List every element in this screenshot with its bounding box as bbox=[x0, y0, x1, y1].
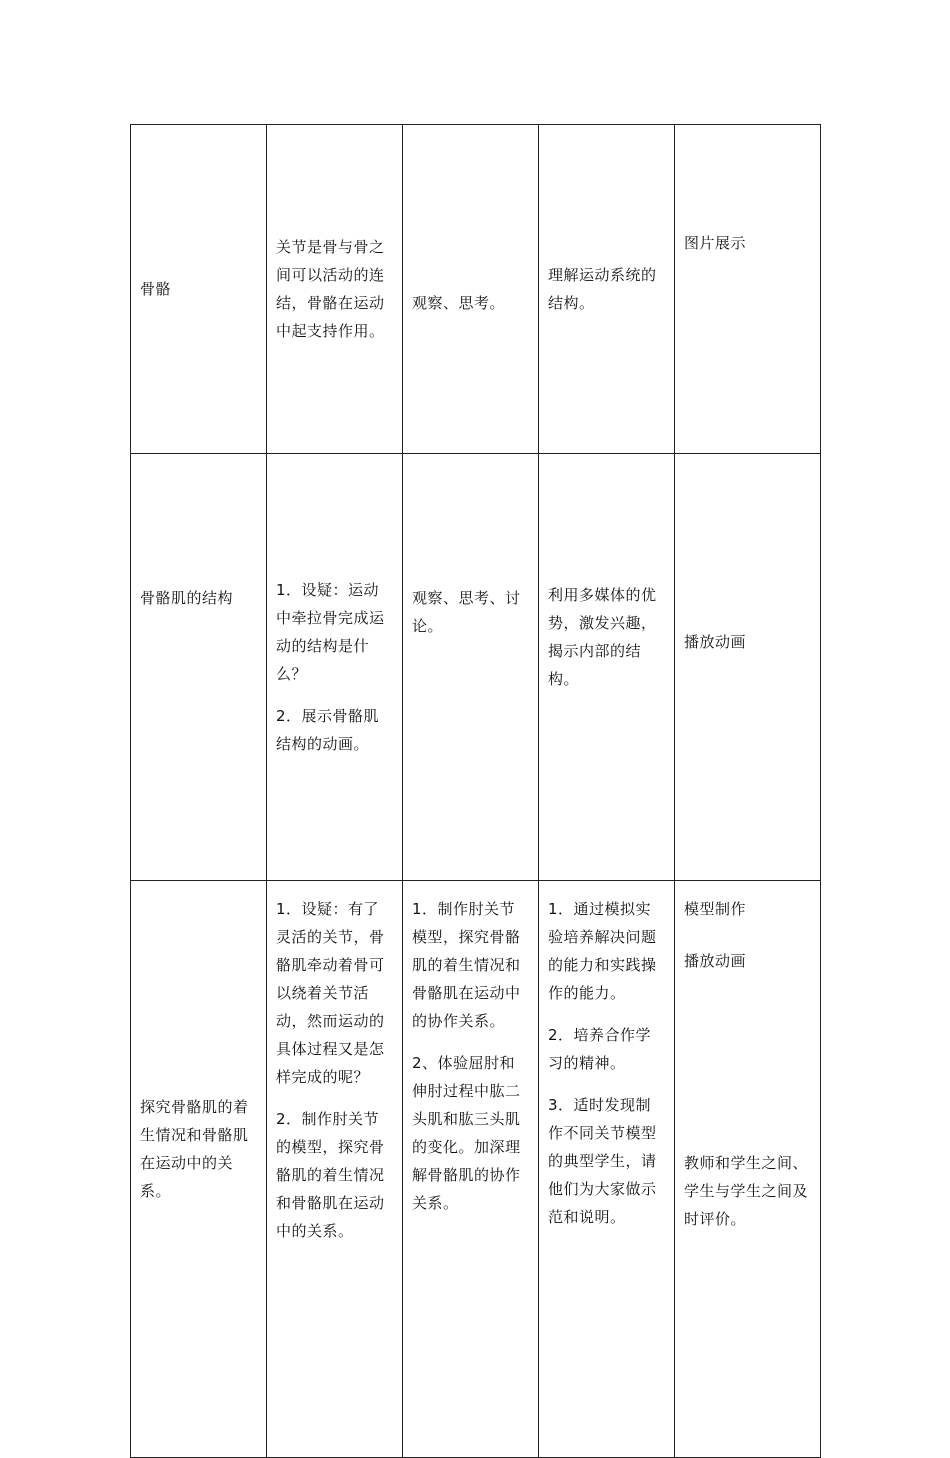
topic-text: 探究骨骼肌的着生情况和骨骼肌在运动中的关系。 bbox=[140, 1098, 249, 1200]
teacher-activity-text: 2．制作肘关节的模型，探究骨骼肌的着生情况和骨骼肌在运动中的关系。 bbox=[276, 1110, 385, 1240]
design-intent-text: 2．培养合作学习的精神。 bbox=[548, 1026, 652, 1072]
teacher-activity-text: 2．展示骨骼肌结构的动画。 bbox=[276, 707, 380, 753]
student-activity-text: 观察、思考。 bbox=[412, 294, 506, 312]
table-row bbox=[131, 125, 821, 454]
lesson-plan-table bbox=[130, 124, 821, 1458]
media-text: 播放动画 bbox=[684, 952, 747, 970]
teacher-activity-cell bbox=[267, 125, 403, 454]
topic-cell bbox=[131, 125, 267, 454]
student-activity-cell bbox=[403, 454, 539, 881]
student-activity-cell bbox=[403, 125, 539, 454]
student-activity-text: 2、体验屈肘和伸肘过程中肱二头肌和肱三头肌的变化。加深理解骨骼肌的协作关系。 bbox=[412, 1054, 521, 1212]
teacher-activity-text: 1．设疑：有了灵活的关节，骨骼肌牵动着骨可以绕着关节活动，然而运动的具体过程又是怎样完成的呢？ bbox=[276, 900, 385, 1086]
teacher-activity-text: 关节是骨与骨之间可以活动的连结，骨骼在运动中起支持作用。 bbox=[276, 238, 385, 340]
design-intent-cell bbox=[539, 125, 675, 454]
design-intent-text: 3．适时发现制作不同关节模型的典型学生，请他们为大家做示范和说明。 bbox=[548, 1096, 657, 1226]
student-activity-text: 观察、思考、讨论。 bbox=[412, 589, 521, 635]
media-text: 教师和学生之间、学生与学生之间及时评价。 bbox=[684, 1154, 809, 1228]
media-text: 模型制作 bbox=[684, 900, 747, 918]
design-intent-text: 1．通过模拟实验培养解决问题的能力和实践操作的能力。 bbox=[548, 900, 657, 1002]
design-intent-text: 利用多媒体的优势，激发兴趣，揭示内部的结构。 bbox=[548, 586, 657, 688]
teacher-activity-text: 1．设疑：运动中牵拉骨完成运动的结构是什么？ bbox=[276, 581, 385, 683]
table-row bbox=[131, 881, 821, 1458]
media-text: 图片展示 bbox=[684, 234, 747, 252]
media-cell bbox=[675, 454, 821, 881]
table-row bbox=[131, 454, 821, 881]
media-cell bbox=[675, 125, 821, 454]
student-activity-cell bbox=[403, 881, 539, 1458]
teacher-activity-cell bbox=[267, 881, 403, 1458]
media-text: 播放动画 bbox=[684, 633, 747, 651]
media-cell bbox=[675, 881, 821, 1458]
topic-cell bbox=[131, 881, 267, 1458]
topic-cell bbox=[131, 454, 267, 881]
topic-text: 骨骼 bbox=[140, 280, 172, 298]
design-intent-text: 理解运动系统的结构。 bbox=[548, 266, 657, 312]
teacher-activity-cell bbox=[267, 454, 403, 881]
topic-text: 骨骼肌的结构 bbox=[140, 589, 234, 607]
design-intent-cell bbox=[539, 454, 675, 881]
design-intent-cell bbox=[539, 881, 675, 1458]
student-activity-text: 1．制作肘关节模型，探究骨骼肌的着生情况和骨骼肌在运动中的协作关系。 bbox=[412, 900, 521, 1030]
